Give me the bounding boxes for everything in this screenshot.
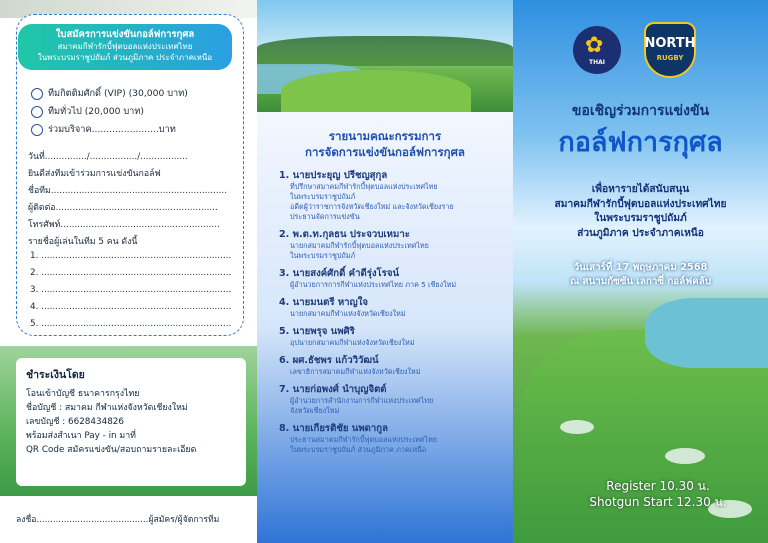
option-label: ทีมกิตติมศักดิ์ (VIP) (30,000 บาท) <box>48 88 188 99</box>
flower-icon: ✿ <box>585 33 604 58</box>
committee-list <box>279 170 505 462</box>
member-name: 8. นายเกียรติชัย นพดากูล <box>279 423 388 434</box>
member-role: ผู้อำนวยการการกีฬาแห่งประเทศไทย ภาค 5 เชียงใหม่ <box>290 280 457 289</box>
member-role: ที่ปรึกษาสมาคมกีฬารักบี้ฟุตบอลแห่งประเทศไทย <box>290 182 438 191</box>
event-purpose <box>513 183 768 241</box>
member-name: 3. นายสงค์ศักดิ์ คำดีรุ่งโรจน์ <box>279 268 400 279</box>
sand-bunker <box>665 448 705 464</box>
member-role: จังหวัดเชียงใหม่ <box>290 406 340 415</box>
member-name: 7. นายก่อพงศ์ นำบุญจิตต์ <box>279 384 387 395</box>
committee-member <box>279 384 505 416</box>
member-role: นายกสมาคมกีฬารักบี้ฟุตบอลแห่งประเทศไทย <box>290 241 429 250</box>
invite-heading: ขอเชิญร่วมการแข่งขัน <box>571 103 710 119</box>
purpose-line: เพื่อหารายได้สนับสนุน <box>591 184 690 195</box>
purpose-line: สมาคมกีฬารักบี้ฟุตบอลแห่งประเทศไทย <box>554 198 727 210</box>
payment-account-name: ชื่อบัญชี : สมาคม กีฬาแห่งจังหวัดเชียงใหม่ <box>26 403 188 413</box>
member-role: ประธานสมาคมกีฬารักบี้ฟุตบอลแห่งประเทศไทย <box>290 435 437 444</box>
member-role: ในพระบรมราชูปถัมภ์ <box>290 251 356 260</box>
option-label: ร่วมบริจาค.......................บาท <box>48 124 176 135</box>
field-players-heading: รายชื่อผู้เล่นในทีม 5 คน ดังนี้ <box>28 237 138 247</box>
player-line-1[interactable]: 1. .................................................................... <box>30 251 232 261</box>
golf-course-photo <box>257 0 513 112</box>
committee-member <box>279 326 505 348</box>
radio-icon[interactable] <box>31 106 43 118</box>
register-time: Register 10.30 น. <box>606 479 710 493</box>
committee-member <box>279 229 505 261</box>
payment-card <box>16 358 246 486</box>
field-intent: ยินดีส่งทีมเข้าร่วมการแข่งขันกอล์ฟ <box>28 169 161 179</box>
member-name: 2. พ.ต.ท.กุลธน ประจวบเหมาะ <box>279 229 410 240</box>
field-team-name[interactable]: ชื่อทีม............................................................... <box>28 186 228 196</box>
committee-title <box>257 128 513 160</box>
thai-rugby-logo <box>573 26 621 74</box>
event-title: กอล์ฟการกุศล <box>558 127 723 158</box>
form-header-sub: ในพระบรมราชูปถัมภ์ ส่วนภูมิภาค ประจำภาคเหนือ <box>37 53 213 62</box>
member-role: เลขาธิการสมาคมกีฬาแห่งจังหวัดเชียงใหม่ <box>290 367 421 376</box>
member-role: นายกสมาคมกีฬาแห่งจังหวัดเชียงใหม่ <box>290 309 406 318</box>
signature-line[interactable]: ลงชื่อ.........................................ผู้สมัคร/ผู้จัดการทีม <box>16 515 220 525</box>
option-donate[interactable] <box>31 122 176 137</box>
committee-title-line1: รายนามคณะกรรมการ <box>328 129 442 143</box>
radio-icon[interactable] <box>31 88 43 100</box>
member-name: 6. ผศ.ธัชพร แก้ววิวัฒน์ <box>279 355 379 366</box>
committee-title-line2: การจัดการแข่งขันกอล์ฟการกุศล <box>305 145 465 159</box>
player-line-4[interactable]: 4. .................................................................... <box>30 302 232 312</box>
field-date[interactable]: วันที่.............../................./................. <box>28 152 188 162</box>
committee-member <box>279 297 505 319</box>
player-line-5[interactable]: 5. .................................................................... <box>30 319 232 329</box>
payment-payin-note: พร้อมส่งสำเนา Pay - in มาที่ <box>26 431 136 441</box>
form-header-title: ใบสมัครการแข่งขันกอล์ฟการกุศล <box>55 29 195 40</box>
radio-icon[interactable] <box>31 124 43 136</box>
form-header <box>18 24 232 70</box>
green-hill <box>281 70 471 112</box>
event-venue: ณ สนามกัซซัน เลกาซี่ กอล์ฟคลับ <box>570 276 711 287</box>
purpose-line: ในพระบรมราชูปถัมภ์ <box>594 213 687 224</box>
member-role: อดีตผู้ว่าราชการจังหวัดเชียงใหม่ และจังหวัดเชียงราย <box>290 202 454 211</box>
event-schedule <box>563 478 753 510</box>
event-date-venue <box>513 261 768 289</box>
thai-logo-label: THAI <box>589 59 605 66</box>
member-role: ผู้อำนวยการสำนักงานการกีฬาแห่งประเทศไทย <box>290 396 434 405</box>
shotgun-time: Shotgun Start 12.30 น. <box>589 495 727 509</box>
event-date: วันเสาร์ที่ 17 พฤษภาคม 2568 <box>573 262 708 273</box>
field-contact[interactable]: ผู้ติดต่อ.......................................................... <box>28 203 218 213</box>
purpose-line: ส่วนภูมิภาค ประจำภาคเหนือ <box>577 227 704 239</box>
option-vip[interactable] <box>31 86 188 101</box>
payment-title: ชำระเงินโดย <box>26 369 85 381</box>
player-line-2[interactable]: 2. .................................................................... <box>30 268 232 278</box>
north-logo-line2: RUGBY <box>656 54 684 62</box>
field-phone[interactable]: โทรศัพท์......................................................... <box>28 220 220 230</box>
committee-member <box>279 423 505 455</box>
committee-member <box>279 268 505 290</box>
option-label: ทีมทั่วไป (20,000 บาท) <box>48 106 144 117</box>
payment-qr-note: QR Code สมัครแข่งขัน/สอบถามรายละเอียด <box>26 445 197 455</box>
sand-bunker <box>560 420 594 434</box>
form-header-org: สมาคมกีฬารักบี้ฟุตบอลแห่งประเทศไทย <box>57 42 193 51</box>
member-name: 1. นายประยุญ ปรีชญสุกุล <box>279 170 388 181</box>
north-logo-line1: NORTH <box>644 36 696 51</box>
member-role: ประธานจัดการแข่งขัน <box>290 212 360 221</box>
north-rugby-logo <box>640 22 700 80</box>
option-general[interactable] <box>31 104 144 119</box>
player-line-3[interactable]: 3. .................................................................... <box>30 285 232 295</box>
member-role: อุปนายกสมาคมกีฬาแห่งจังหวัดเชียงใหม่ <box>290 338 415 347</box>
committee-panel <box>257 0 513 543</box>
committee-member <box>279 355 505 377</box>
member-name: 5. นายพรุจ นพศิริ <box>279 326 355 337</box>
member-name: 4. นายมนตรี หาญใจ <box>279 297 369 308</box>
payment-account-number: เลขบัญชี : 6628434826 <box>26 417 124 427</box>
member-role: ในพระบรมราชูปถัมภ์ <box>290 192 356 201</box>
payment-bank: โอนเข้าบัญชี ธนาคารกรุงไทย <box>26 389 140 399</box>
golf-lake <box>645 298 768 368</box>
member-role: ในพระบรมราชูปถัมภ์ ส่วนภูมิภาค ภาคเหนือ <box>290 445 427 454</box>
tree-line <box>257 36 513 66</box>
committee-member <box>279 170 505 222</box>
